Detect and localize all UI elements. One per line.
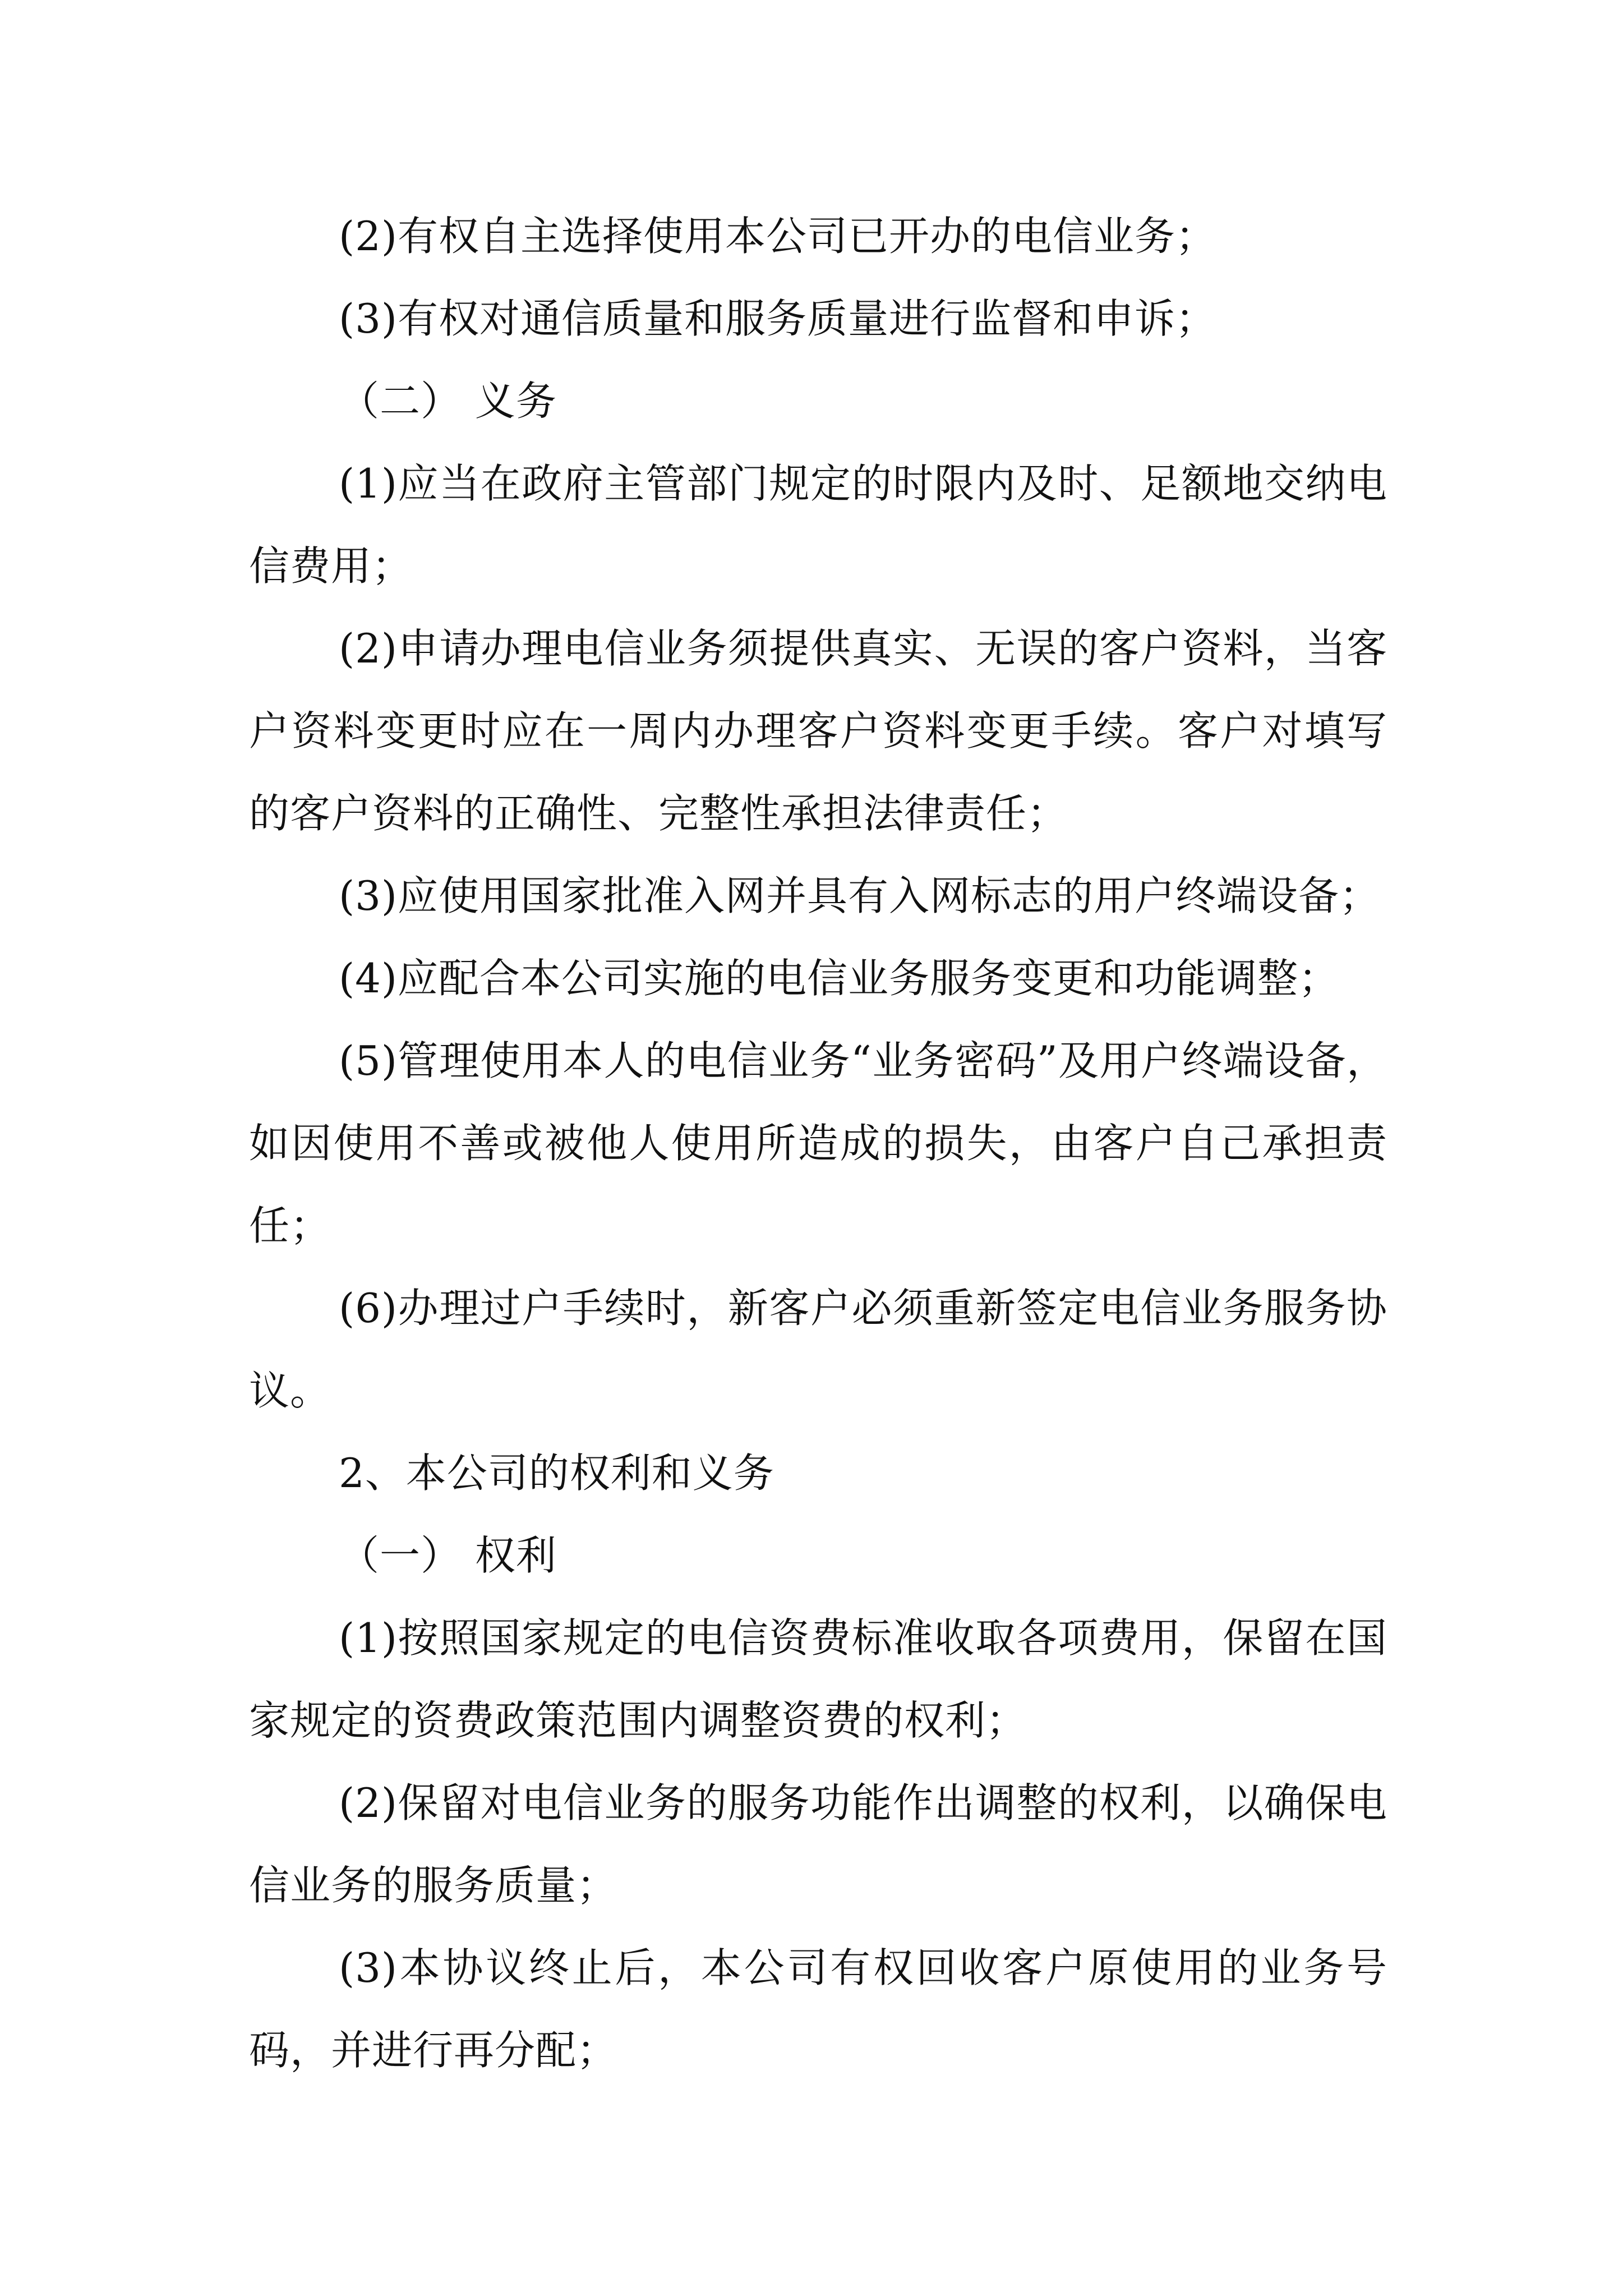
paragraph-right-3: (3)有权对通信质量和服务质量进行监督和申诉；: [339, 295, 1216, 342]
heading-rights: （一） 权利: [339, 1532, 557, 1579]
paragraph-obligation-6: (6)办理过户手续时，新客户必须重新签定电信业务服务协议。: [249, 1285, 1387, 1414]
section-heading-company: 2、本公司的权利和义务: [339, 1450, 774, 1497]
paragraph-obligation-1: (1)应当在政府主管部门规定的时限内及时、足额地交纳电信费用；: [249, 460, 1387, 590]
paragraph-obligation-5: (5)管理使用本人的电信业务“业务密码”及用户终端设备，如因使用不善或被他人使用所造成的损失，由客户自己承担责任；: [249, 1037, 1387, 1249]
paragraph-company-right-2: (2)保留对电信业务的服务功能作出调整的权利，以确保电信业务的服务质量；: [249, 1779, 1387, 1909]
document-body: [249, 195, 1387, 2092]
paragraph-company-right-3: (3)本协议终止后，本公司有权回收客户原使用的业务号码，并进行再分配；: [249, 1944, 1387, 2074]
heading-obligations: （二） 义务: [339, 378, 557, 425]
paragraph-obligation-4: (4)应配合本公司实施的电信业务服务变更和功能调整；: [339, 955, 1339, 1002]
paragraph-obligation-2: (2)申请办理电信业务须提供真实、无误的客户资料，当客户资料变更时应在一周内办理客户资料变更手续。客户对填写的客户资料的正确性、完整性承担法律责任；: [249, 625, 1387, 837]
paragraph-obligation-3: (3)应使用国家批准入网并具有入网标志的用户终端设备；: [339, 872, 1380, 919]
paragraph-company-right-1: (1)按照国家规定的电信资费标准收取各项费用，保留在国家规定的资费政策范围内调整资费的权利；: [249, 1614, 1387, 1744]
paragraph-right-2: (2)有权自主选择使用本公司已开办的电信业务；: [339, 213, 1216, 260]
